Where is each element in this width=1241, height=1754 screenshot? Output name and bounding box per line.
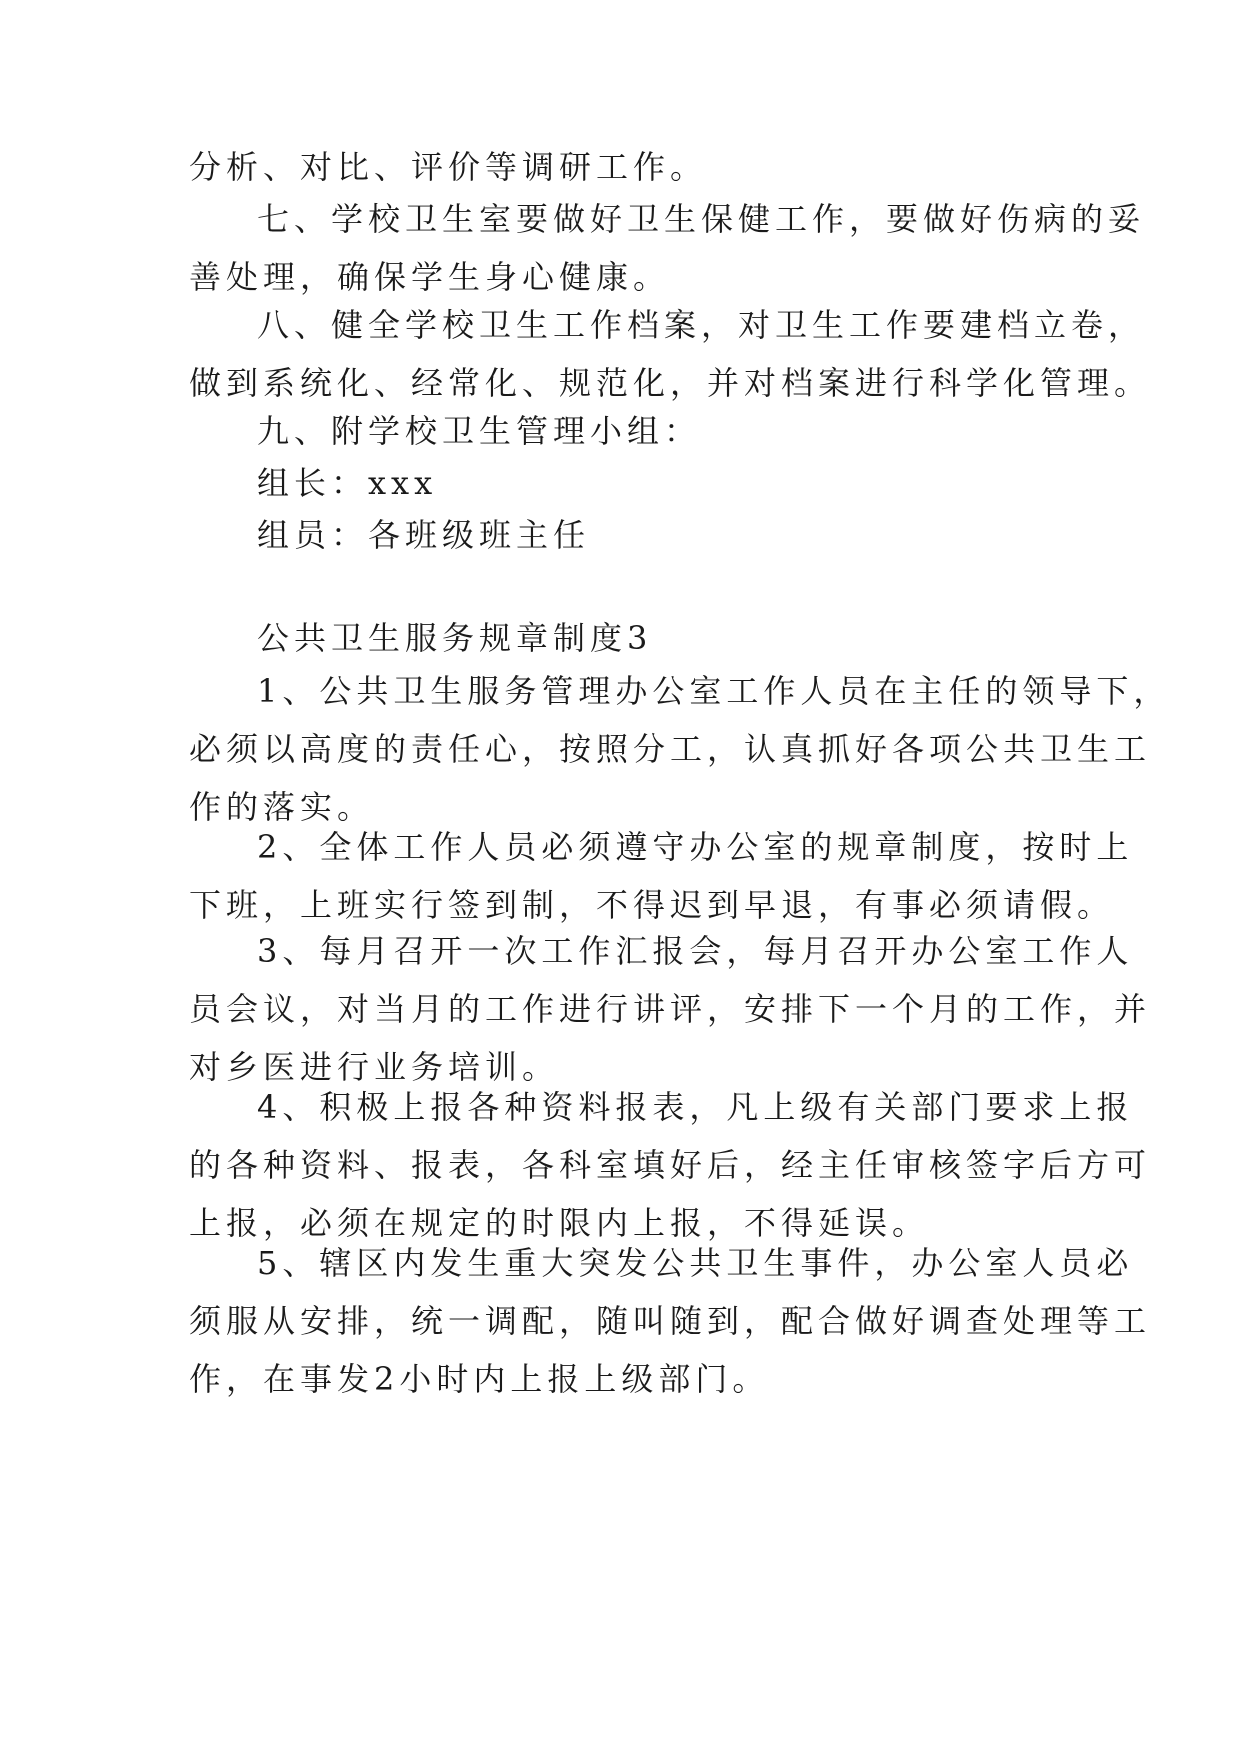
section-title (189, 609, 1061, 667)
text-line: 3、每月召开一次工作汇报会，每月召开办公室工作人 (257, 932, 1134, 970)
text-line: 1、公共卫生服务管理办公室工作人员在主任的领导下， (257, 672, 1171, 710)
text-line: 4、积极上报各种资料报表，凡上级有关部门要求上报 (257, 1088, 1134, 1126)
text-line: 八、健全学校卫生工作档案，对卫生工作要建档立卷， (257, 306, 1146, 344)
paragraph-item-8 (189, 296, 1152, 412)
paragraph-rule-4 (189, 1078, 1152, 1252)
text-line: 作的落实。 (189, 788, 375, 826)
paragraph-item-7 (189, 190, 1146, 306)
text-line: 员会议，对当月的工作进行讲评，安排下一个月的工作，并 (189, 990, 1152, 1028)
text-line: 上报，必须在规定的时限内上报，不得延误。 (189, 1204, 930, 1242)
paragraph-rule-5 (189, 1234, 1152, 1408)
text-line: 作，在事发2小时内上报上级部门。 (189, 1360, 770, 1398)
paragraph-continuation (189, 138, 1061, 196)
text-line: 2、全体工作人员必须遵守办公室的规章制度，按时上 (257, 828, 1134, 866)
text-line: 必须以高度的责任心，按照分工，认真抓好各项公共卫生工 (189, 730, 1152, 768)
group-members-line (189, 506, 1061, 564)
text-line: 做到系统化、经常化、规范化，并对档案进行科学化管理。 (189, 364, 1152, 402)
paragraph-rule-3 (189, 922, 1152, 1096)
text-line: 公共卫生服务规章制度3 (257, 619, 653, 657)
text-line: 七、学校卫生室要做好卫生保健工作，要做好伤病的妥 (257, 200, 1146, 238)
paragraph-rule-1 (189, 662, 1171, 836)
text-line: 组长：xxx (257, 464, 438, 502)
text-line: 善处理，确保学生身心健康。 (189, 258, 671, 296)
text-line: 分析、对比、评价等调研工作。 (189, 148, 708, 186)
group-leader-line (189, 454, 1061, 512)
text-line: 下班，上班实行签到制，不得迟到早退，有事必须请假。 (189, 886, 1115, 924)
text-line: 对乡医进行业务培训。 (189, 1048, 560, 1086)
text-line: 组员：各班级班主任 (257, 516, 591, 554)
text-line: 九、附学校卫生管理小组： (257, 412, 702, 450)
text-line: 须服从安排，统一调配，随叫随到，配合做好调查处理等工 (189, 1302, 1152, 1340)
text-line: 的各种资料、报表，各科室填好后，经主任审核签字后方可 (189, 1146, 1152, 1184)
text-line: 5、辖区内发生重大突发公共卫生事件，办公室人员必 (257, 1244, 1134, 1282)
paragraph-rule-2 (189, 818, 1134, 934)
paragraph-item-9 (189, 402, 1061, 460)
